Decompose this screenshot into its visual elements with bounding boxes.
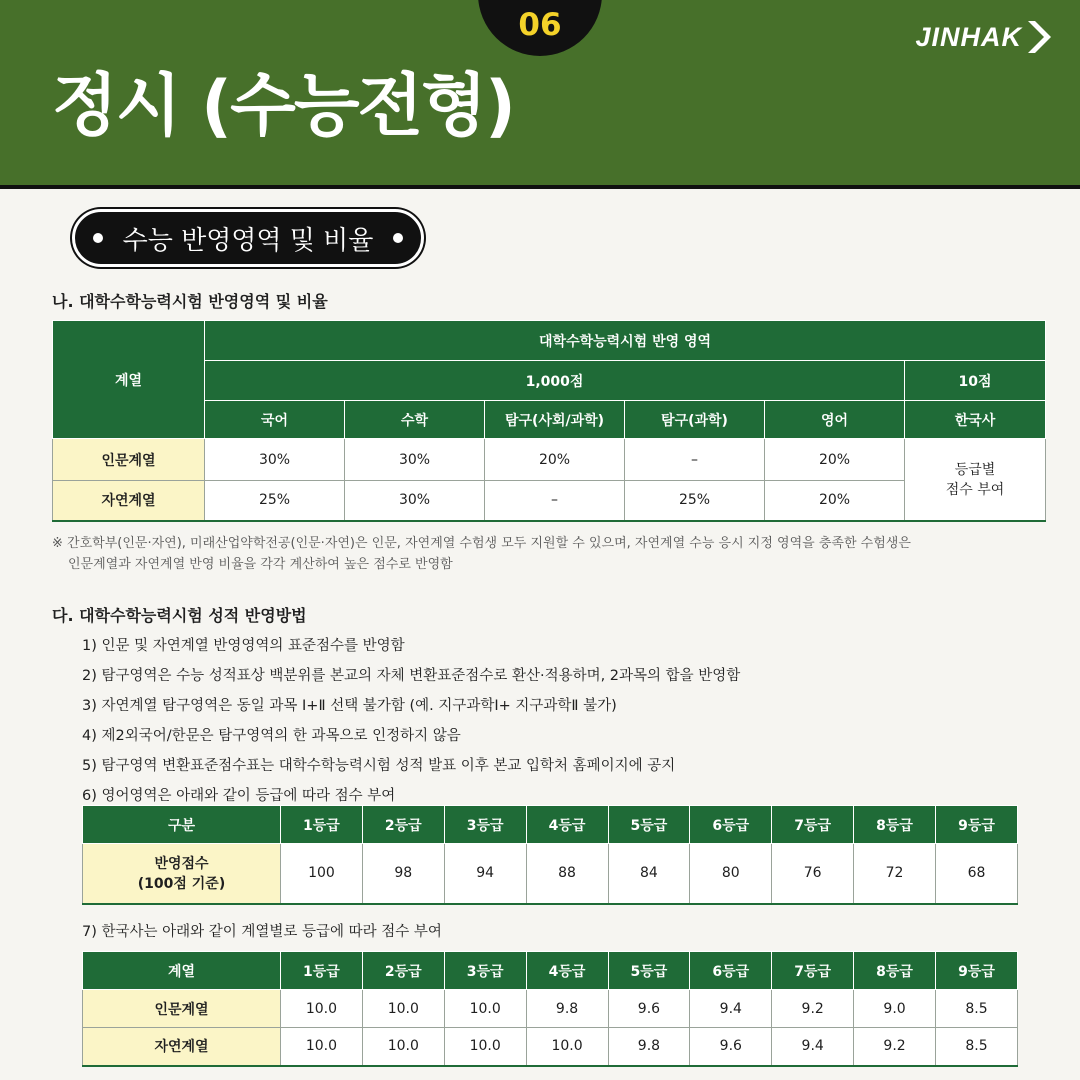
table-cell: 30%: [345, 481, 485, 521]
page-number: 06: [478, 0, 602, 56]
table-row: [53, 481, 1046, 521]
subject-header: 탐구(사회/과학): [485, 401, 625, 439]
table-cell: 10.0: [444, 990, 526, 1028]
table-cell: 30%: [345, 439, 485, 481]
grade-header: 6등급: [690, 806, 772, 844]
row-label: 자연계열: [83, 1028, 281, 1066]
table-cell: 8.5: [936, 990, 1018, 1028]
subject-header: 한국사: [905, 401, 1046, 439]
row-label: 자연계열: [53, 481, 205, 521]
subject-header: 탐구(과학): [625, 401, 765, 439]
table-cell: 9.6: [608, 990, 690, 1028]
section-pill: [72, 209, 424, 267]
section-da-heading: 다. 대학수학능력시험 성적 반영방법: [52, 606, 307, 625]
header-banner: [0, 0, 1080, 185]
list-item: 7) 한국사는 아래와 같이 계열별로 등급에 따라 점수 부여: [82, 924, 442, 940]
table-cell: 10.0: [281, 1028, 363, 1066]
table-cell: 10.0: [444, 1028, 526, 1066]
english-head-label: 구분: [83, 806, 281, 844]
table-cell: 9.2: [854, 1028, 936, 1066]
table-cell: 9.4: [690, 990, 772, 1028]
subject-header: 수학: [345, 401, 485, 439]
table-cell: 94: [444, 844, 526, 904]
table-cell: 8.5: [936, 1028, 1018, 1066]
history-value-cell: [905, 439, 1046, 521]
grade-header: 1등급: [281, 952, 363, 990]
table-row: [83, 990, 1018, 1028]
row-label: 인문계열: [53, 439, 205, 481]
grade-header: 5등급: [608, 806, 690, 844]
grade-header: 8등급: [854, 806, 936, 844]
grade-header: 4등급: [526, 806, 608, 844]
table-cell: –: [625, 439, 765, 481]
grade-header: 2등급: [362, 806, 444, 844]
table-cell: 76: [772, 844, 854, 904]
table-cell: 20%: [485, 439, 625, 481]
grade-header: 1등급: [281, 806, 363, 844]
span-header: 대학수학능력시험 반영 영역: [205, 321, 1046, 361]
footnote-line: ※ 간호학부(인문·자연), 미래산업약학전공(인문·자연)은 인문, 자연계열 수험생 모두 지원할 수 있으며, 자연계열 수능 응시 지정 영역을 충족한 수험생은: [52, 536, 911, 551]
english-score-table: [82, 805, 1018, 905]
table-cell: 9.8: [526, 990, 608, 1028]
table-cell: 30%: [205, 439, 345, 481]
list-item: 2) 탐구영역은 수능 성적표상 백분위를 본교의 자체 변환표준점수로 환산·적용하며, 2과목의 합을 반영함: [82, 668, 741, 684]
table-cell: 25%: [205, 481, 345, 521]
jinhak-logo[interactable]: [915, 17, 1054, 57]
pill-left-dot-icon: [93, 233, 103, 243]
table-cell: 10.0: [362, 990, 444, 1028]
pill-right-dot-icon: [393, 233, 403, 243]
table-cell: 9.6: [690, 1028, 772, 1066]
history-value-line: 등급별: [954, 462, 996, 479]
subject-header: 영어: [765, 401, 905, 439]
table-cell: 88: [526, 844, 608, 904]
list-item: 6) 영어영역은 아래와 같이 등급에 따라 점수 부여: [82, 788, 396, 804]
table-cell: 10.0: [281, 990, 363, 1028]
grade-header: 7등급: [772, 806, 854, 844]
grade-header: 6등급: [690, 952, 772, 990]
reflection-ratio-table: [52, 320, 1046, 522]
table-cell: 10.0: [362, 1028, 444, 1066]
table-cell: 84: [608, 844, 690, 904]
grade-header: 9등급: [936, 806, 1018, 844]
table-cell: –: [485, 481, 625, 521]
section-na-heading: 나. 대학수학능력시험 반영영역 및 비율: [52, 292, 328, 311]
grade-header: 3등급: [444, 952, 526, 990]
grade-header: 3등급: [444, 806, 526, 844]
table-cell: 80: [690, 844, 772, 904]
table-cell: 72: [854, 844, 936, 904]
table-cell: 20%: [765, 439, 905, 481]
grade-header: 8등급: [854, 952, 936, 990]
table-cell: 100: [281, 844, 363, 904]
table-cell: 68: [936, 844, 1018, 904]
arrow-logo-icon: [1024, 17, 1054, 57]
row-label: [83, 844, 281, 904]
grade-header: 9등급: [936, 952, 1018, 990]
table-row: [83, 1028, 1018, 1066]
list-item: 3) 자연계열 탐구영역은 동일 과목 Ⅰ+Ⅱ 선택 불가함 (예. 지구과학Ⅰ+ 지구과학Ⅱ 불가): [82, 698, 617, 714]
table-cell: 20%: [765, 481, 905, 521]
table-cell: 9.4: [772, 1028, 854, 1066]
subject-header: 국어: [205, 401, 345, 439]
history-head-label: 계열: [83, 952, 281, 990]
table-cell: 98: [362, 844, 444, 904]
list-item: 1) 인문 및 자연계열 반영영역의 표준점수를 반영함: [82, 638, 405, 654]
section-pill-label: 수능 반영영역 및 비율: [122, 225, 374, 256]
points-main-header: 1,000점: [205, 361, 905, 401]
list-item: 4) 제2외국어/한문은 탐구영역의 한 과목으로 인정하지 않음: [82, 728, 461, 744]
method-list: [82, 631, 740, 811]
footnote: [52, 533, 1042, 575]
grade-header: 5등급: [608, 952, 690, 990]
grade-header: 7등급: [772, 952, 854, 990]
header-divider: [0, 185, 1080, 189]
table-row: [83, 844, 1018, 904]
table-cell: 9.8: [608, 1028, 690, 1066]
row-label-line: (100점 기준): [137, 876, 226, 893]
grade-header: 4등급: [526, 952, 608, 990]
row-label: 인문계열: [83, 990, 281, 1028]
table-cell: 10.0: [526, 1028, 608, 1066]
table-cell: 25%: [625, 481, 765, 521]
history-value-line: 점수 부여: [945, 482, 1005, 499]
points-history-header: 10점: [905, 361, 1046, 401]
col-group-header: 계열: [53, 321, 205, 439]
history-score-table: [82, 951, 1018, 1067]
page-title: 정시 (수능전형): [52, 67, 514, 146]
footnote-line: 인문계열과 자연계열 반영 비율을 각각 계산하여 높은 점수로 반영함: [68, 557, 453, 572]
list-item: 5) 탐구영역 변환표준점수표는 대학수학능력시험 성적 발표 이후 본교 입학처 홈페이지에 공지: [82, 758, 676, 774]
table-row: [53, 439, 1046, 481]
grade-header: 2등급: [362, 952, 444, 990]
logo-text: JINHAK: [915, 21, 1022, 52]
table-cell: 9.2: [772, 990, 854, 1028]
table-cell: 9.0: [854, 990, 936, 1028]
row-label-line: 반영점수: [154, 856, 209, 873]
